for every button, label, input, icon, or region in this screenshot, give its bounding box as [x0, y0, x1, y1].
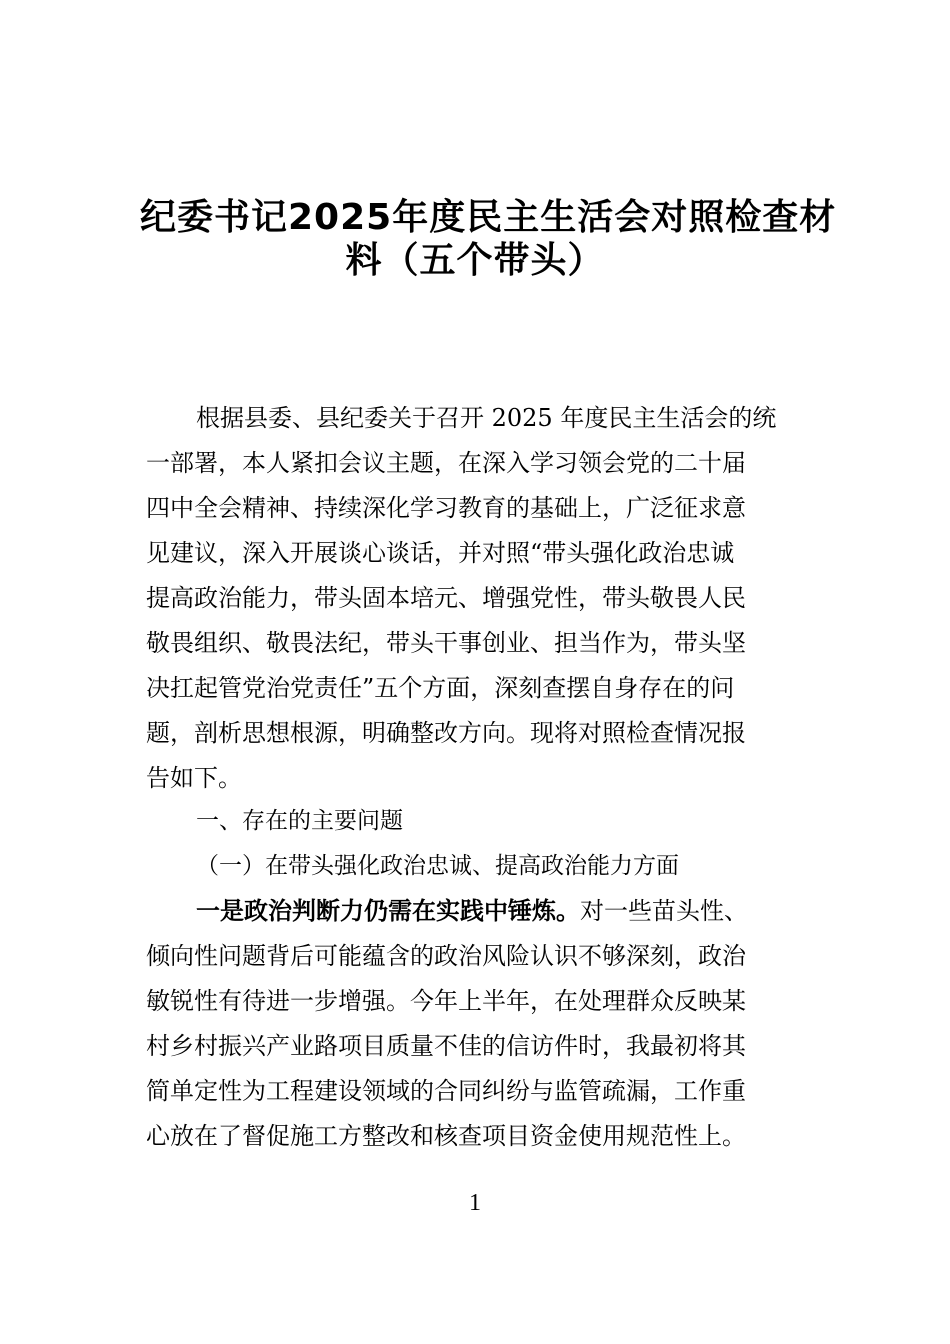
- point-1-line-6: 心放在了督促施工方整改和核查项目资金使用规范性上。: [146, 1122, 746, 1150]
- intro-line-2: 一部署，本人紧扣会议主题，在深入学习领会党的二十届: [146, 449, 746, 477]
- intro-line-9: 告如下。: [146, 764, 242, 792]
- point-1-line-2: 倾向性问题背后可能蕴含的政治风险认识不够深刻，政治: [146, 942, 746, 970]
- intro-line-8: 题，剖析思想根源，明确整改方向。现将对照检查情况报: [146, 719, 746, 747]
- subsection-heading-political-loyalty: （一）在带头强化政治忠诚、提高政治能力方面: [196, 853, 679, 879]
- intro-line-4: 见建议，深入开展谈心谈话，并对照“带头强化政治忠诚: [146, 539, 735, 567]
- document-title-line-1: 纪委书记2025年度民主生活会对照检查材: [140, 197, 837, 238]
- intro-line-5: 提高政治能力，带头固本培元、增强党性，带头敬畏人民: [146, 584, 746, 612]
- point-1-line-3: 敏锐性有待进一步增强。今年上半年，在处理群众反映某: [146, 987, 746, 1015]
- point-1-bold-lead: 一是政治判断力仍需在实践中锤炼。: [196, 897, 580, 925]
- section-heading-main-problems: 一、存在的主要问题: [196, 808, 403, 834]
- intro-line-7: 决扛起管党治党责任”五个方面，深刻查摆自身存在的问: [146, 674, 735, 702]
- document-title-line-2: 料（五个带头）: [345, 240, 605, 281]
- point-1-first-line: [196, 896, 806, 926]
- intro-line-6: 敬畏组织、敬畏法纪，带头干事创业、担当作为，带头坚: [146, 629, 746, 657]
- intro-line-1: 根据县委、县纪委关于召开 2025 年度民主生活会的统: [196, 404, 777, 432]
- point-1-line-5: 简单定性为工程建设领域的合同纠纷与监管疏漏，工作重: [146, 1077, 746, 1105]
- point-1-line-4: 村乡村振兴产业路项目质量不佳的信访件时，我最初将其: [146, 1032, 746, 1060]
- point-1-lead-rest: 对一些苗头性、: [580, 897, 748, 925]
- intro-line-3: 四中全会精神、持续深化学习教育的基础上，广泛征求意: [146, 494, 746, 522]
- page-number: 1: [469, 1190, 481, 1216]
